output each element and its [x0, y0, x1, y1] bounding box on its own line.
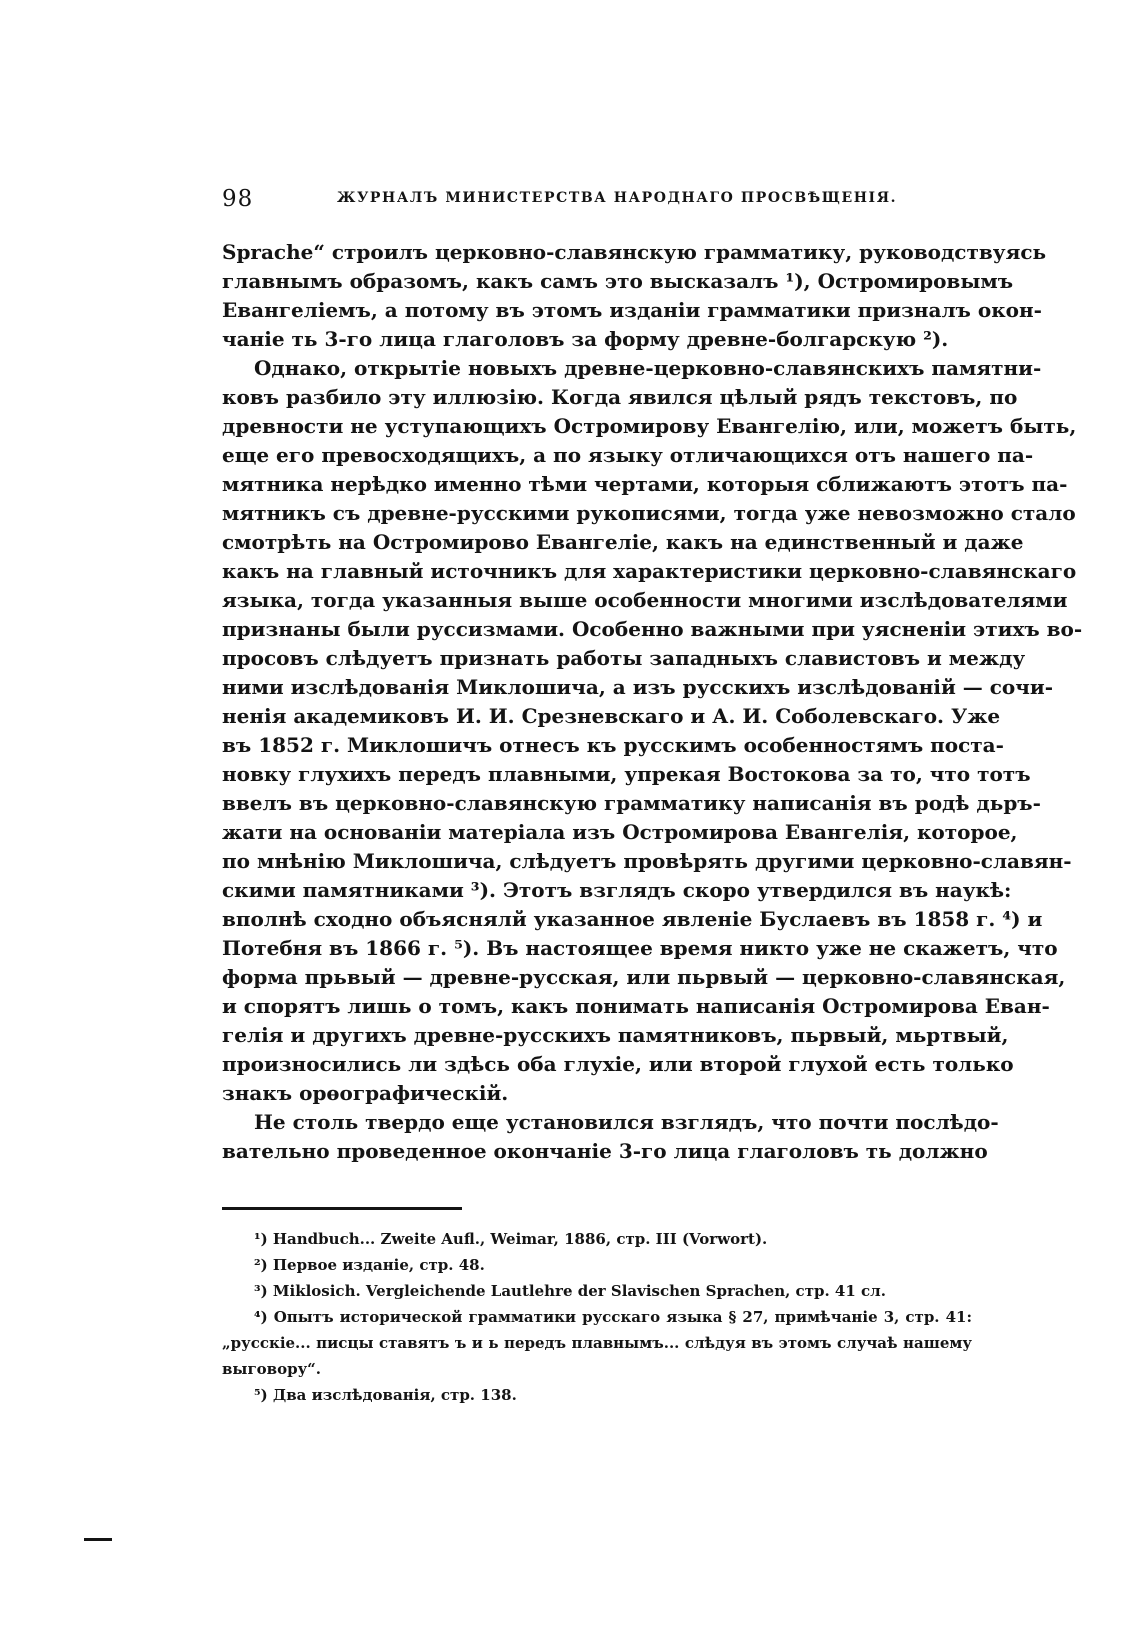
text-line: главнымъ образомъ, какъ самъ это высказалъ ¹), Остромировымъ: [222, 269, 1014, 293]
text-line: по мнѣнію Миклошича, слѣдуетъ провѣрять другими церковно-славян-: [222, 849, 1072, 873]
text-line: мятника нерѣдко именно тѣми чертами, которыя сближаютъ этотъ па-: [222, 472, 1068, 496]
text-line: какъ на главный источникъ для характеристики церковно-славянскаго: [222, 559, 1077, 583]
text-line: Однако, открытіе новыхъ древне-церковно-славянскихъ памятни-: [254, 356, 1042, 380]
running-head: [222, 186, 974, 214]
text-line: признаны были руссизмами. Особенно важными при уясненіи этихъ во-: [222, 617, 1083, 641]
margin-mark: [84, 1538, 112, 1541]
text-line: форма прьвый — древне-русская, или пьрвый — церковно-славянская,: [222, 965, 1066, 989]
footnote: ¹) Handbuch... Zweite Aufl., Weimar, 1886, стр. III (Vorwort).: [254, 1230, 768, 1248]
text-line: вательно проведенное окончаніе 3-го лица глаголовъ ть должно: [222, 1139, 988, 1163]
body-text: [222, 238, 1083, 1166]
text-line: мятникъ съ древне-русскими рукописями, тогда уже невозможно стало: [222, 501, 1076, 525]
text-line: древности не уступающихъ Остромирову Евангелію, или, можетъ быть,: [222, 414, 1077, 438]
text-line: Евангеліемъ, а потому въ этомъ изданіи грамматики призналъ окон-: [222, 298, 1042, 322]
page-number: 98: [222, 186, 254, 212]
footnote: ⁴) Опытъ исторической грамматики русскаго языка § 27, примѣчаніе 3, стр. 41:: [254, 1308, 972, 1326]
text-line: произносились ли здѣсь оба глухіе, или второй глухой есть только: [222, 1052, 1014, 1076]
text-line: языка, тогда указанныя выше особенности многими изслѣдователями: [222, 588, 1068, 612]
text-line: знакъ орѳографическій.: [222, 1081, 509, 1105]
text-line: Sprache“ строилъ церковно-славянскую грамматику, руководствуясь: [222, 240, 1047, 264]
text-line: новку глухихъ передъ плавными, упрекая Востокова за то, что тотъ: [222, 762, 1031, 786]
text-line: смотрѣть на Остромирово Евангеліе, какъ на единственный и даже: [222, 530, 1024, 554]
text-line: просовъ слѣдуетъ признать работы западныхъ славистовъ и между: [222, 646, 1026, 670]
footnote: ³) Miklosich. Vergleichende Lautlehre der Slavischen Sprachen, стр. 41 сл.: [254, 1282, 886, 1300]
journal-title: ЖУРНАЛЪ МИНИСТЕРСТВА НАРОДНАГО ПРОСВѢЩЕНІЯ.: [337, 190, 898, 206]
footnote: ⁵) Два изслѣдованія, стр. 138.: [254, 1386, 517, 1404]
text-line: Потебня въ 1866 г. ⁵). Въ настоящее время никто уже не скажетъ, что: [222, 936, 1058, 960]
text-line: Не столь твердо еще установился взглядъ, что почти послѣдо-: [254, 1110, 999, 1134]
footnotes: [222, 1226, 972, 1408]
footnote: ²) Первое изданіе, стр. 48.: [254, 1256, 485, 1274]
text-line: жати на основаніи матеріала изъ Остромирова Евангелія, которое,: [222, 820, 1018, 844]
text-line: скими памятниками ³). Этотъ взглядъ скоро утвердился въ наукѣ:: [222, 878, 1012, 902]
footnote-continuation: „русскіе... писцы ставятъ ъ и ь передъ плавнымъ... слѣдуя въ этомъ случаѣ нашему: [222, 1334, 972, 1352]
text-line: въ 1852 г. Миклошичъ отнесъ къ русскимъ особенностямъ поста-: [222, 733, 1004, 757]
text-line: и спорятъ лишь о томъ, какъ понимать написанія Остромирова Еван-: [222, 994, 1050, 1018]
footnote-divider: [222, 1207, 462, 1210]
text-line: еще его превосходящихъ, а по языку отличающихся отъ нашего па-: [222, 443, 1034, 467]
text-line: ненія академиковъ И. И. Срезневскаго и А. И. Соболевскаго. Уже: [222, 704, 1001, 728]
text-line: ковъ разбило эту иллюзію. Когда явился цѣлый рядъ текстовъ, по: [222, 385, 1018, 409]
footnote-continuation: выговору“.: [222, 1360, 322, 1378]
text-line: ввелъ въ церковно-славянскую грамматику написанія въ родѣ дьръ-: [222, 791, 1041, 815]
text-line: чаніе ть 3-го лица глаголовъ за форму древне-болгарскую ²).: [222, 327, 949, 351]
text-line: вполнѣ сходно объяснялй указанное явленіе Буслаевъ въ 1858 г. ⁴) и: [222, 907, 1043, 931]
text-line: ними изслѣдованія Миклошича, а изъ русскихъ изслѣдованій — сочи-: [222, 675, 1054, 699]
text-line: гелія и другихъ древне-русскихъ памятниковъ, пьрвый, мьртвый,: [222, 1023, 1009, 1047]
